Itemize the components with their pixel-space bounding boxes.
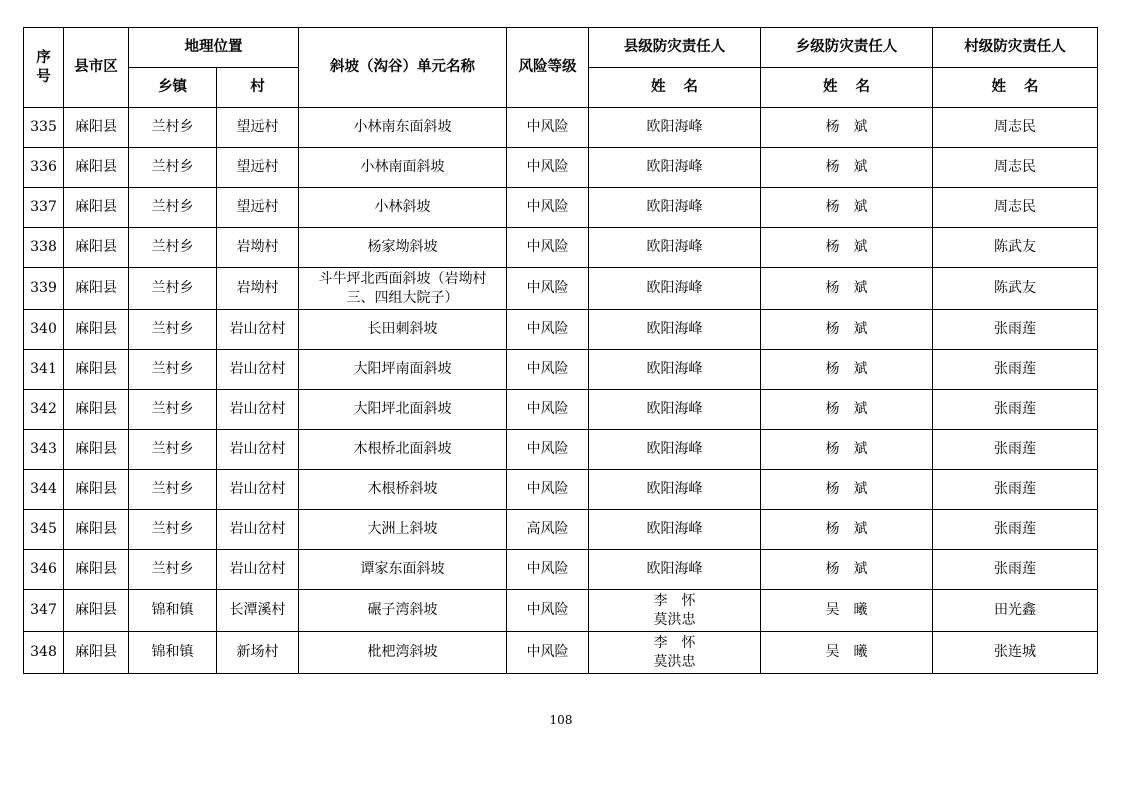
- county-person-secondary: 莫洪忠: [653, 611, 696, 628]
- cell-county-person: [589, 590, 761, 632]
- header-village-name: 姓名: [933, 68, 1098, 108]
- cell-town: 兰村乡: [129, 268, 217, 310]
- header-slope-name: 斜坡（沟谷）单元名称: [299, 28, 507, 108]
- page-number: 108: [549, 713, 573, 727]
- cell-town-person: 杨斌: [761, 390, 933, 430]
- cell-risk: 中风险: [507, 550, 589, 590]
- cell-county: 麻阳县: [64, 310, 129, 350]
- cell-village-person: 张雨莲: [933, 550, 1098, 590]
- cell-county-person: 欧阳海峰: [589, 108, 761, 148]
- cell-county-person: 欧阳海峰: [589, 268, 761, 310]
- cell-village: 岩坳村: [217, 228, 299, 268]
- cell-town-person: 杨斌: [761, 188, 933, 228]
- cell-risk: 中风险: [507, 148, 589, 188]
- cell-village: 岩山岔村: [217, 430, 299, 470]
- cell-town-person: 杨斌: [761, 550, 933, 590]
- cell-no: 340: [24, 310, 64, 350]
- table-row: [24, 550, 1098, 590]
- cell-slope: 小林斜坡: [299, 188, 507, 228]
- header-town: 乡镇: [129, 68, 217, 108]
- cell-village-person: 田光鑫: [933, 590, 1098, 632]
- header-county-name: 姓名: [589, 68, 761, 108]
- cell-county-person: 欧阳海峰: [589, 390, 761, 430]
- cell-no: 341: [24, 350, 64, 390]
- cell-risk: 中风险: [507, 632, 589, 674]
- cell-village: 望远村: [217, 108, 299, 148]
- cell-no: 339: [24, 268, 64, 310]
- cell-risk: 中风险: [507, 310, 589, 350]
- cell-county: 麻阳县: [64, 632, 129, 674]
- cell-county-person: 欧阳海峰: [589, 550, 761, 590]
- cell-risk: 高风险: [507, 510, 589, 550]
- cell-risk: 中风险: [507, 188, 589, 228]
- cell-town: 兰村乡: [129, 550, 217, 590]
- cell-no: 348: [24, 632, 64, 674]
- cell-village: 岩山岔村: [217, 310, 299, 350]
- cell-risk: 中风险: [507, 430, 589, 470]
- cell-village-person: 周志民: [933, 148, 1098, 188]
- cell-slope: 斗牛坪北西面斜坡（岩坳村三、四组大院子）: [299, 268, 507, 310]
- county-person-primary: 李怀: [653, 592, 710, 609]
- cell-no: 344: [24, 470, 64, 510]
- table-row: [24, 430, 1098, 470]
- header-geo: 地理位置: [129, 28, 299, 68]
- cell-town: 兰村乡: [129, 228, 217, 268]
- cell-no: 345: [24, 510, 64, 550]
- cell-county: 麻阳县: [64, 470, 129, 510]
- cell-village: 岩山岔村: [217, 470, 299, 510]
- disaster-responsibility-table: [23, 27, 1098, 674]
- cell-no: 335: [24, 108, 64, 148]
- cell-risk: 中风险: [507, 108, 589, 148]
- cell-risk: 中风险: [507, 350, 589, 390]
- cell-county-person: 欧阳海峰: [589, 510, 761, 550]
- cell-village-person: 陈武友: [933, 268, 1098, 310]
- table-row: [24, 268, 1098, 310]
- table-row: [24, 228, 1098, 268]
- cell-village-person: 张雨莲: [933, 430, 1098, 470]
- cell-risk: 中风险: [507, 470, 589, 510]
- cell-county: 麻阳县: [64, 148, 129, 188]
- cell-village: 长潭溪村: [217, 590, 299, 632]
- cell-village: 岩山岔村: [217, 350, 299, 390]
- cell-town: 锦和镇: [129, 590, 217, 632]
- cell-slope: 杨家坳斜坡: [299, 228, 507, 268]
- cell-town-person: 杨斌: [761, 470, 933, 510]
- table-row: [24, 108, 1098, 148]
- cell-no: 342: [24, 390, 64, 430]
- cell-village-person: 周志民: [933, 188, 1098, 228]
- cell-town-person: 杨斌: [761, 430, 933, 470]
- table-row: [24, 390, 1098, 430]
- cell-no: 336: [24, 148, 64, 188]
- cell-village: 岩山岔村: [217, 550, 299, 590]
- cell-county: 麻阳县: [64, 350, 129, 390]
- cell-town: 兰村乡: [129, 310, 217, 350]
- cell-county-person: [589, 632, 761, 674]
- cell-county: 麻阳县: [64, 228, 129, 268]
- cell-no: 338: [24, 228, 64, 268]
- cell-town-person: 杨斌: [761, 108, 933, 148]
- cell-village-person: 周志民: [933, 108, 1098, 148]
- cell-town: 兰村乡: [129, 390, 217, 430]
- cell-village: 望远村: [217, 148, 299, 188]
- cell-county: 麻阳县: [64, 268, 129, 310]
- cell-village: 新场村: [217, 632, 299, 674]
- cell-no: 337: [24, 188, 64, 228]
- cell-slope: 碾子湾斜坡: [299, 590, 507, 632]
- cell-village-person: 张雨莲: [933, 510, 1098, 550]
- cell-risk: 中风险: [507, 590, 589, 632]
- cell-town-person: 杨斌: [761, 148, 933, 188]
- cell-town-person: 吴曦: [761, 590, 933, 632]
- cell-village-person: 张连城: [933, 632, 1098, 674]
- table-row: [24, 632, 1098, 674]
- cell-town: 兰村乡: [129, 470, 217, 510]
- cell-county-person: 欧阳海峰: [589, 430, 761, 470]
- cell-slope: 大阳坪北面斜坡: [299, 390, 507, 430]
- cell-town: 兰村乡: [129, 430, 217, 470]
- cell-town: 兰村乡: [129, 108, 217, 148]
- county-person-secondary: 莫洪忠: [653, 653, 696, 670]
- cell-county-person: 欧阳海峰: [589, 310, 761, 350]
- header-row-1: [24, 28, 1098, 68]
- header-county-resp: 县级防灾责任人: [589, 28, 761, 68]
- cell-risk: 中风险: [507, 268, 589, 310]
- cell-risk: 中风险: [507, 390, 589, 430]
- header-village-resp: 村级防灾责任人: [933, 28, 1098, 68]
- cell-town-person: 杨斌: [761, 228, 933, 268]
- table-row: [24, 510, 1098, 550]
- cell-county: 麻阳县: [64, 188, 129, 228]
- cell-county: 麻阳县: [64, 430, 129, 470]
- cell-no: 343: [24, 430, 64, 470]
- table-row: [24, 350, 1098, 390]
- cell-county: 麻阳县: [64, 550, 129, 590]
- county-person-primary: 李怀: [653, 634, 710, 651]
- cell-village-person: 张雨莲: [933, 350, 1098, 390]
- cell-county-person: 欧阳海峰: [589, 148, 761, 188]
- table-row: [24, 148, 1098, 188]
- cell-village: 岩坳村: [217, 268, 299, 310]
- cell-village-person: 张雨莲: [933, 470, 1098, 510]
- header-village: 村: [217, 68, 299, 108]
- cell-slope: 小林南东面斜坡: [299, 108, 507, 148]
- cell-town: 兰村乡: [129, 350, 217, 390]
- cell-risk: 中风险: [507, 228, 589, 268]
- cell-village-person: 陈武友: [933, 228, 1098, 268]
- cell-town: 兰村乡: [129, 188, 217, 228]
- table-row: [24, 310, 1098, 350]
- cell-county: 麻阳县: [64, 108, 129, 148]
- cell-village: 岩山岔村: [217, 510, 299, 550]
- cell-slope: 小林南面斜坡: [299, 148, 507, 188]
- cell-slope: 枇杷湾斜坡: [299, 632, 507, 674]
- cell-no: 346: [24, 550, 64, 590]
- cell-no: 347: [24, 590, 64, 632]
- header-seq: 序号: [24, 28, 64, 108]
- cell-slope: 大洲上斜坡: [299, 510, 507, 550]
- cell-town-person: 杨斌: [761, 510, 933, 550]
- header-county: 县市区: [64, 28, 129, 108]
- cell-village-person: 张雨莲: [933, 390, 1098, 430]
- cell-county-person: 欧阳海峰: [589, 350, 761, 390]
- table-body: [24, 108, 1098, 674]
- cell-county: 麻阳县: [64, 510, 129, 550]
- cell-village: 望远村: [217, 188, 299, 228]
- table-row: [24, 188, 1098, 228]
- cell-county-person: 欧阳海峰: [589, 228, 761, 268]
- cell-slope: 木根桥北面斜坡: [299, 430, 507, 470]
- cell-town-person: 杨斌: [761, 268, 933, 310]
- cell-town-person: 吴曦: [761, 632, 933, 674]
- cell-town: 兰村乡: [129, 148, 217, 188]
- cell-village: 岩山岔村: [217, 390, 299, 430]
- header-town-name: 姓名: [761, 68, 933, 108]
- cell-town: 兰村乡: [129, 510, 217, 550]
- header-risk: 风险等级: [507, 28, 589, 108]
- cell-county: 麻阳县: [64, 390, 129, 430]
- cell-slope: 谭家东面斜坡: [299, 550, 507, 590]
- cell-town: 锦和镇: [129, 632, 217, 674]
- table-row: [24, 590, 1098, 632]
- table-row: [24, 470, 1098, 510]
- cell-slope: 大阳坪南面斜坡: [299, 350, 507, 390]
- cell-village-person: 张雨莲: [933, 310, 1098, 350]
- header-town-resp: 乡级防灾责任人: [761, 28, 933, 68]
- cell-slope: 长田刺斜坡: [299, 310, 507, 350]
- cell-county: 麻阳县: [64, 590, 129, 632]
- cell-town-person: 杨斌: [761, 310, 933, 350]
- cell-slope: 木根桥斜坡: [299, 470, 507, 510]
- cell-town-person: 杨斌: [761, 350, 933, 390]
- cell-county-person: 欧阳海峰: [589, 188, 761, 228]
- cell-county-person: 欧阳海峰: [589, 470, 761, 510]
